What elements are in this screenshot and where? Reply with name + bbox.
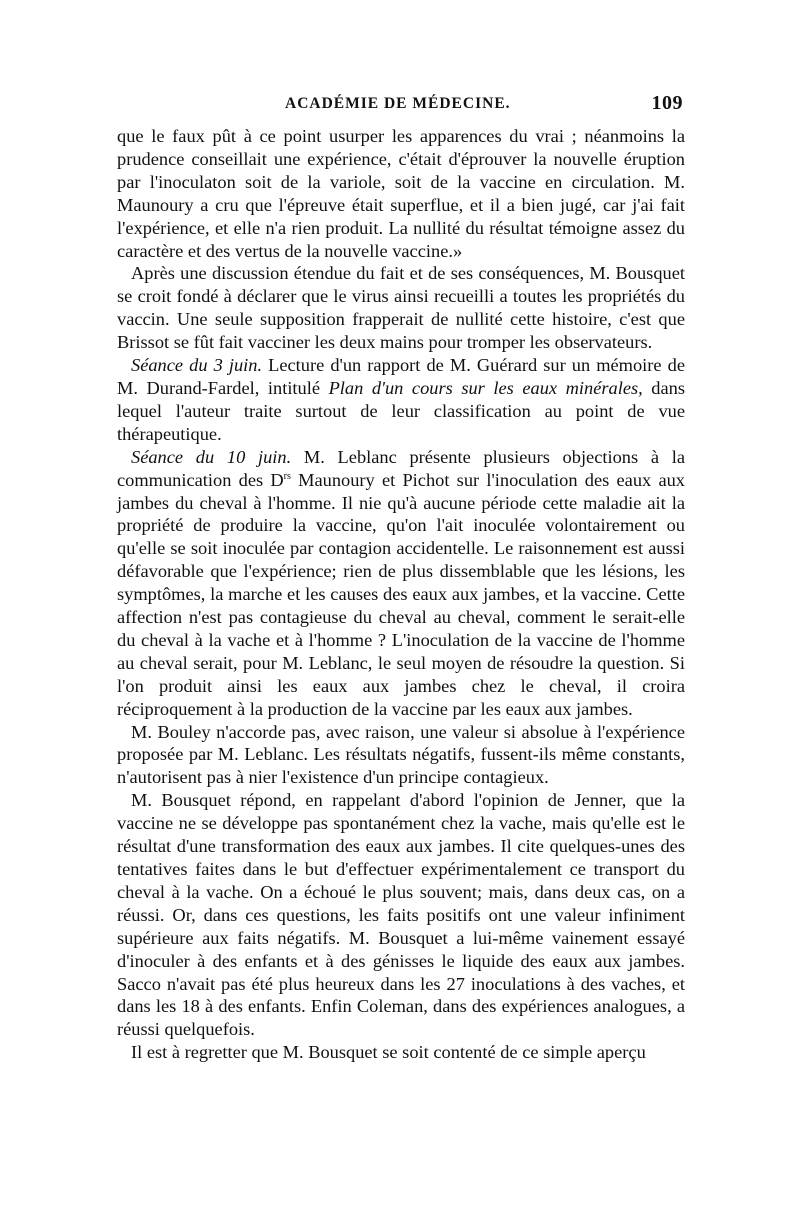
paragraph-seance-3-juin — [117, 354, 685, 446]
page-number: 109 — [651, 92, 683, 114]
paragraph-text: que le faux pût à ce point usurper les apparences du vrai ; néanmoins la prudence conseillait une expérience, c'était d'éprouver la nouvelle éruption par l'inoculaton soit de la variole, soit de la vaccine en circulation. M. Maunoury a cru que l'épreuve était superflue, et il a bien jugé, car j'ai fait l'expérience, et elle n'a rien produit. La nullité du résultat témoigne assez du caractère et des vertus de la nouvelle vaccine.» — [117, 126, 685, 261]
paragraph-text: Après une discussion étendue du fait et de ses conséquences, M. Bousquet se croit fondé à déclarer que le virus ainsi recueilli a toutes les propriétés du vaccin. Une seule supposition frapperait de nullité cette histoire, c'est que Brissot se fût fait vacciner les deux mains pour tromper les observateurs. — [117, 263, 685, 353]
paragraph-text: Maunoury et Pichot sur l'inoculation des eaux aux jambes du cheval à l'homme. Il nie qu'à aucune période cette maladie ait la propriété de produire la vaccine, qu'on l'ait inoculée volontairement ou qu'elle se soit inoculée par contagion accidentelle. Le raisonnement est aussi défavorable que l'expérience; rien de plus dissemblable que les lésions, les symptômes, la marche et les causes des eaux aux jambes, et la vaccine. Cette affection n'est pas contagieuse du cheval au cheval, comment le serait-elle du cheval à la vache et à l'homme ? L'inoculation de la vaccine de l'homme au cheval serait, pour M. Leblanc, le seul moyen de résoudre la question. Si l'on produit ainsi les eaux aux jambes chez le cheval, il croira réciproquement à la production de la vaccine par les eaux aux jambes. — [117, 469, 685, 719]
paragraph — [117, 789, 685, 1041]
paragraph-text: M. Bouley n'accorde pas, avec raison, une valeur si absolue à l'expérience proposée par M. Leblanc. Les résultats négatifs, fussent-ils même constants, n'autorisent pas à nier l'existence d'un principe contagieux. — [117, 721, 685, 788]
paragraph-text: M. Leblanc présente plusieurs objections à la communication des D — [117, 446, 685, 490]
paragraph-text: Lecture d'un rapport de M. Guérard sur un mémoire de M. Durand-Fardel, intitulé — [117, 355, 685, 398]
paragraph-seance-10-juin — [117, 446, 685, 721]
running-head — [117, 92, 685, 125]
paragraph — [117, 721, 685, 790]
paragraph-text: M. Bousquet répond, en rappelant d'abord l'opinion de Jenner, que la vaccine ne se développe pas spontanément chez la vache, mais qu'elle est le résultat d'une transformation des eaux aux jambes. Il cite quelques-unes des tentatives faites dans le but d'effectuer expérimentalement ce transport du cheval à la vache. On a échoué le plus souvent; mais, dans deux cas, on a réussi. Or, dans ces questions, les faits positifs ont une valeur infiniment supérieure aux faits négatifs. M. Bousquet a lui-même vainement essayé d'inoculer à des enfants et à des génisses le liquide des eaux aux jambes. Sacco n'avait pas été plus heureux dans les 27 inoculations à des vaches, et dans les 18 à des enfants. Enfin Coleman, dans des expériences analogues, a réussi quelquefois. — [117, 790, 685, 1040]
paragraph-continuation — [117, 125, 685, 262]
work-title: Plan d'un cours sur les eaux minérales, — [328, 377, 643, 398]
book-page — [117, 92, 686, 1064]
paragraph-text: dans lequel l'auteur traite surtout de leur classification au point de vue thérapeutique. — [117, 377, 686, 444]
running-title: ACADÉMIE DE MÉDECINE. — [285, 95, 511, 112]
paragraph — [117, 262, 685, 354]
paragraph — [117, 1041, 685, 1064]
seance-date: Séance du 3 juin. — [131, 355, 263, 376]
paragraph-text: Il est à regretter que M. Bousquet se soit contenté de ce simple aperçu — [131, 1042, 646, 1063]
seance-date: Séance du 10 juin. — [131, 446, 292, 467]
superscript: rs — [283, 470, 291, 482]
body-text — [117, 125, 685, 1064]
